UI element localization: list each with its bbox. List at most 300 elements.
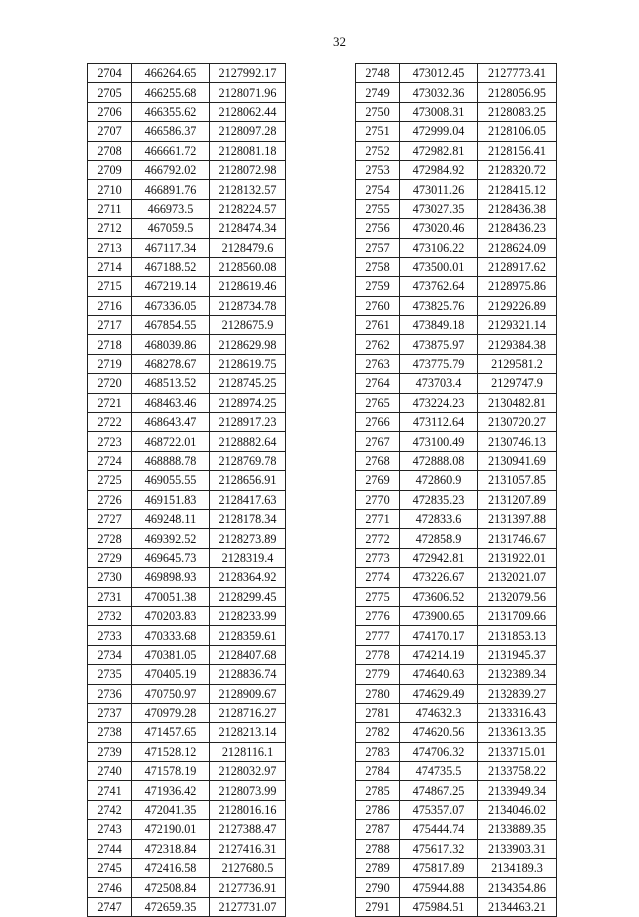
- x-coordinate-cell: 473020.46: [400, 219, 478, 238]
- x-coordinate-cell: 466586.37: [132, 122, 210, 141]
- x-coordinate-cell: 472858.9: [400, 529, 478, 548]
- point-id-cell: 2769: [356, 471, 400, 490]
- point-id-cell: 2764: [356, 374, 400, 393]
- point-id-cell: 2713: [88, 238, 132, 257]
- table-row: [356, 64, 557, 83]
- y-coordinate-cell: 2131057.85: [478, 471, 557, 490]
- point-id-cell: 2718: [88, 335, 132, 354]
- point-id-cell: 2759: [356, 277, 400, 296]
- table-row: [88, 781, 286, 800]
- table-row: [356, 374, 557, 393]
- y-coordinate-cell: 2131922.01: [478, 548, 557, 567]
- y-coordinate-cell: 2128619.46: [210, 277, 286, 296]
- y-coordinate-cell: 2128675.9: [210, 316, 286, 335]
- point-id-cell: 2708: [88, 141, 132, 160]
- x-coordinate-cell: 468722.01: [132, 432, 210, 451]
- point-id-cell: 2704: [88, 64, 132, 83]
- table-row: [88, 413, 286, 432]
- point-id-cell: 2712: [88, 219, 132, 238]
- x-coordinate-cell: 474735.5: [400, 762, 478, 781]
- table-row: [88, 723, 286, 742]
- table-row: [88, 180, 286, 199]
- point-id-cell: 2770: [356, 490, 400, 509]
- y-coordinate-cell: 2133889.35: [478, 820, 557, 839]
- y-coordinate-cell: 2133949.34: [478, 781, 557, 800]
- table-row: [88, 432, 286, 451]
- table-row: [88, 160, 286, 179]
- y-coordinate-cell: 2128224.57: [210, 199, 286, 218]
- point-id-cell: 2784: [356, 762, 400, 781]
- x-coordinate-cell: 470051.38: [132, 587, 210, 606]
- y-coordinate-cell: 2128081.18: [210, 141, 286, 160]
- table-row: [88, 354, 286, 373]
- x-coordinate-cell: 469645.73: [132, 548, 210, 567]
- point-id-cell: 2755: [356, 199, 400, 218]
- table-row: [88, 471, 286, 490]
- table-row: [88, 509, 286, 528]
- table-row: [356, 296, 557, 315]
- point-id-cell: 2791: [356, 897, 400, 916]
- x-coordinate-cell: 470405.19: [132, 665, 210, 684]
- table-row: [88, 141, 286, 160]
- x-coordinate-cell: 471528.12: [132, 742, 210, 761]
- point-id-cell: 2722: [88, 413, 132, 432]
- table-row: [356, 451, 557, 470]
- point-id-cell: 2762: [356, 335, 400, 354]
- point-id-cell: 2736: [88, 684, 132, 703]
- y-coordinate-cell: 2128436.23: [478, 219, 557, 238]
- x-coordinate-cell: 472659.35: [132, 897, 210, 916]
- y-coordinate-cell: 2128479.6: [210, 238, 286, 257]
- point-id-cell: 2758: [356, 257, 400, 276]
- point-id-cell: 2733: [88, 626, 132, 645]
- x-coordinate-cell: 474629.49: [400, 684, 478, 703]
- y-coordinate-cell: 2129384.38: [478, 335, 557, 354]
- x-coordinate-cell: 473008.31: [400, 102, 478, 121]
- table-row: [88, 606, 286, 625]
- table-row: [356, 781, 557, 800]
- y-coordinate-cell: 2133715.01: [478, 742, 557, 761]
- point-id-cell: 2726: [88, 490, 132, 509]
- x-coordinate-cell: 468039.86: [132, 335, 210, 354]
- point-id-cell: 2757: [356, 238, 400, 257]
- table-row: [356, 141, 557, 160]
- y-coordinate-cell: 2128213.14: [210, 723, 286, 742]
- table-row: [356, 180, 557, 199]
- y-coordinate-cell: 2128415.12: [478, 180, 557, 199]
- x-coordinate-cell: 466355.62: [132, 102, 210, 121]
- y-coordinate-cell: 2128474.34: [210, 219, 286, 238]
- table-row: [88, 587, 286, 606]
- x-coordinate-cell: 472984.92: [400, 160, 478, 179]
- point-id-cell: 2746: [88, 878, 132, 897]
- y-coordinate-cell: 2128974.25: [210, 393, 286, 412]
- x-coordinate-cell: 473500.01: [400, 257, 478, 276]
- table-row: [356, 645, 557, 664]
- point-id-cell: 2776: [356, 606, 400, 625]
- table-row: [356, 703, 557, 722]
- table-row: [356, 762, 557, 781]
- x-coordinate-cell: 475817.89: [400, 859, 478, 878]
- y-coordinate-cell: 2128629.98: [210, 335, 286, 354]
- table-row: [356, 529, 557, 548]
- table-row: [88, 296, 286, 315]
- y-coordinate-cell: 2128407.68: [210, 645, 286, 664]
- y-coordinate-cell: 2130941.69: [478, 451, 557, 470]
- y-coordinate-cell: 2128062.44: [210, 102, 286, 121]
- y-coordinate-cell: 2128072.98: [210, 160, 286, 179]
- point-id-cell: 2744: [88, 839, 132, 858]
- point-id-cell: 2782: [356, 723, 400, 742]
- y-coordinate-cell: 2128032.97: [210, 762, 286, 781]
- y-coordinate-cell: 2131746.67: [478, 529, 557, 548]
- x-coordinate-cell: 469392.52: [132, 529, 210, 548]
- table-row: [88, 548, 286, 567]
- table-row: [356, 723, 557, 742]
- x-coordinate-cell: 473011.26: [400, 180, 478, 199]
- table-row: [356, 897, 557, 916]
- point-id-cell: 2727: [88, 509, 132, 528]
- page-number: 32: [333, 34, 346, 49]
- table-row: [356, 684, 557, 703]
- y-coordinate-cell: 2127731.07: [210, 897, 286, 916]
- point-id-cell: 2790: [356, 878, 400, 897]
- table-row: [356, 587, 557, 606]
- x-coordinate-cell: 473825.76: [400, 296, 478, 315]
- table-row: [88, 257, 286, 276]
- point-id-cell: 2739: [88, 742, 132, 761]
- y-coordinate-cell: 2133758.22: [478, 762, 557, 781]
- x-coordinate-cell: 474867.25: [400, 781, 478, 800]
- point-id-cell: 2777: [356, 626, 400, 645]
- table-row: [88, 316, 286, 335]
- y-coordinate-cell: 2128364.92: [210, 568, 286, 587]
- x-coordinate-cell: 470979.28: [132, 703, 210, 722]
- y-coordinate-cell: 2127773.41: [478, 64, 557, 83]
- y-coordinate-cell: 2130720.27: [478, 413, 557, 432]
- y-coordinate-cell: 2134463.21: [478, 897, 557, 916]
- y-coordinate-cell: 2128083.25: [478, 102, 557, 121]
- x-coordinate-cell: 471578.19: [132, 762, 210, 781]
- x-coordinate-cell: 473226.67: [400, 568, 478, 587]
- table-row: [88, 490, 286, 509]
- table-row: [356, 432, 557, 451]
- point-id-cell: 2778: [356, 645, 400, 664]
- x-coordinate-cell: 466973.5: [132, 199, 210, 218]
- y-coordinate-cell: 2128097.28: [210, 122, 286, 141]
- y-coordinate-cell: 2128132.57: [210, 180, 286, 199]
- y-coordinate-cell: 2128734.78: [210, 296, 286, 315]
- table-row: [88, 83, 286, 102]
- y-coordinate-cell: 2128178.34: [210, 509, 286, 528]
- table-row: [88, 199, 286, 218]
- table-row: [356, 335, 557, 354]
- table-row: [88, 393, 286, 412]
- table-row: [356, 859, 557, 878]
- point-id-cell: 2709: [88, 160, 132, 179]
- table-row: [356, 665, 557, 684]
- x-coordinate-cell: 472999.04: [400, 122, 478, 141]
- table-row: [356, 219, 557, 238]
- table-row: [356, 277, 557, 296]
- x-coordinate-cell: 468463.46: [132, 393, 210, 412]
- y-coordinate-cell: 2128071.96: [210, 83, 286, 102]
- point-id-cell: 2771: [356, 509, 400, 528]
- point-id-cell: 2747: [88, 897, 132, 916]
- x-coordinate-cell: 475357.07: [400, 800, 478, 819]
- table-row: [88, 839, 286, 858]
- table-row: [356, 626, 557, 645]
- x-coordinate-cell: 473762.64: [400, 277, 478, 296]
- table-row: [88, 762, 286, 781]
- y-coordinate-cell: 2132021.07: [478, 568, 557, 587]
- table-row: [88, 820, 286, 839]
- y-coordinate-cell: 2127416.31: [210, 839, 286, 858]
- y-coordinate-cell: 2128116.1: [210, 742, 286, 761]
- point-id-cell: 2714: [88, 257, 132, 276]
- y-coordinate-cell: 2128319.4: [210, 548, 286, 567]
- table-row: [356, 257, 557, 276]
- x-coordinate-cell: 472888.08: [400, 451, 478, 470]
- point-id-cell: 2707: [88, 122, 132, 141]
- x-coordinate-cell: 474706.32: [400, 742, 478, 761]
- table-row: [356, 471, 557, 490]
- x-coordinate-cell: 475444.74: [400, 820, 478, 839]
- y-coordinate-cell: 2127992.17: [210, 64, 286, 83]
- point-id-cell: 2756: [356, 219, 400, 238]
- table-row: [88, 703, 286, 722]
- x-coordinate-cell: 475617.32: [400, 839, 478, 858]
- x-coordinate-cell: 472190.01: [132, 820, 210, 839]
- y-coordinate-cell: 2134189.3: [478, 859, 557, 878]
- x-coordinate-cell: 467117.34: [132, 238, 210, 257]
- y-coordinate-cell: 2131397.88: [478, 509, 557, 528]
- point-id-cell: 2732: [88, 606, 132, 625]
- x-coordinate-cell: 472942.81: [400, 548, 478, 567]
- coordinates-table-body: [356, 64, 557, 917]
- table-row: [88, 64, 286, 83]
- y-coordinate-cell: 2133613.35: [478, 723, 557, 742]
- y-coordinate-cell: 2132079.56: [478, 587, 557, 606]
- x-coordinate-cell: 473106.22: [400, 238, 478, 257]
- table-row: [88, 335, 286, 354]
- point-id-cell: 2788: [356, 839, 400, 858]
- point-id-cell: 2740: [88, 762, 132, 781]
- x-coordinate-cell: 473012.45: [400, 64, 478, 83]
- y-coordinate-cell: 2128619.75: [210, 354, 286, 373]
- x-coordinate-cell: 470333.68: [132, 626, 210, 645]
- point-id-cell: 2723: [88, 432, 132, 451]
- table-row: [356, 878, 557, 897]
- y-coordinate-cell: 2128917.23: [210, 413, 286, 432]
- y-coordinate-cell: 2128560.08: [210, 257, 286, 276]
- table-row: [88, 800, 286, 819]
- x-coordinate-cell: 469898.93: [132, 568, 210, 587]
- point-id-cell: 2753: [356, 160, 400, 179]
- point-id-cell: 2785: [356, 781, 400, 800]
- x-coordinate-cell: 467854.55: [132, 316, 210, 335]
- y-coordinate-cell: 2128417.63: [210, 490, 286, 509]
- table-row: [88, 219, 286, 238]
- point-id-cell: 2783: [356, 742, 400, 761]
- x-coordinate-cell: 473849.18: [400, 316, 478, 335]
- y-coordinate-cell: 2131945.37: [478, 645, 557, 664]
- x-coordinate-cell: 475984.51: [400, 897, 478, 916]
- y-coordinate-cell: 2128273.89: [210, 529, 286, 548]
- y-coordinate-cell: 2128624.09: [478, 238, 557, 257]
- x-coordinate-cell: 471457.65: [132, 723, 210, 742]
- table-row: [88, 665, 286, 684]
- y-coordinate-cell: 2134046.02: [478, 800, 557, 819]
- x-coordinate-cell: 473900.65: [400, 606, 478, 625]
- table-row: [356, 354, 557, 373]
- x-coordinate-cell: 474640.63: [400, 665, 478, 684]
- table-row: [88, 742, 286, 761]
- coordinates-table-right: [355, 63, 557, 917]
- table-row: [356, 742, 557, 761]
- table-row: [356, 160, 557, 179]
- x-coordinate-cell: 468513.52: [132, 374, 210, 393]
- point-id-cell: 2749: [356, 83, 400, 102]
- point-id-cell: 2705: [88, 83, 132, 102]
- table-row: [356, 238, 557, 257]
- point-id-cell: 2789: [356, 859, 400, 878]
- point-id-cell: 2710: [88, 180, 132, 199]
- y-coordinate-cell: 2128436.38: [478, 199, 557, 218]
- point-id-cell: 2743: [88, 820, 132, 839]
- point-id-cell: 2706: [88, 102, 132, 121]
- y-coordinate-cell: 2128716.27: [210, 703, 286, 722]
- table-row: [88, 897, 286, 916]
- table-row: [356, 548, 557, 567]
- table-row: [88, 878, 286, 897]
- point-id-cell: 2725: [88, 471, 132, 490]
- point-id-cell: 2735: [88, 665, 132, 684]
- point-id-cell: 2720: [88, 374, 132, 393]
- x-coordinate-cell: 474620.56: [400, 723, 478, 742]
- table-row: [356, 606, 557, 625]
- point-id-cell: 2742: [88, 800, 132, 819]
- point-id-cell: 2780: [356, 684, 400, 703]
- y-coordinate-cell: 2128156.41: [478, 141, 557, 160]
- point-id-cell: 2754: [356, 180, 400, 199]
- x-coordinate-cell: 473703.4: [400, 374, 478, 393]
- x-coordinate-cell: 472982.81: [400, 141, 478, 160]
- point-id-cell: 2734: [88, 645, 132, 664]
- table-row: [356, 490, 557, 509]
- x-coordinate-cell: 473875.97: [400, 335, 478, 354]
- y-coordinate-cell: 2127736.91: [210, 878, 286, 897]
- table-row: [356, 393, 557, 412]
- x-coordinate-cell: 468278.67: [132, 354, 210, 373]
- point-id-cell: 2741: [88, 781, 132, 800]
- y-coordinate-cell: 2130746.13: [478, 432, 557, 451]
- x-coordinate-cell: 473032.36: [400, 83, 478, 102]
- y-coordinate-cell: 2128882.64: [210, 432, 286, 451]
- y-coordinate-cell: 2131207.89: [478, 490, 557, 509]
- point-id-cell: 2721: [88, 393, 132, 412]
- point-id-cell: 2779: [356, 665, 400, 684]
- x-coordinate-cell: 474214.19: [400, 645, 478, 664]
- x-coordinate-cell: 472041.35: [132, 800, 210, 819]
- x-coordinate-cell: 472318.84: [132, 839, 210, 858]
- x-coordinate-cell: 473027.35: [400, 199, 478, 218]
- x-coordinate-cell: 473100.49: [400, 432, 478, 451]
- table-row: [356, 509, 557, 528]
- point-id-cell: 2748: [356, 64, 400, 83]
- y-coordinate-cell: 2129321.14: [478, 316, 557, 335]
- point-id-cell: 2730: [88, 568, 132, 587]
- point-id-cell: 2761: [356, 316, 400, 335]
- x-coordinate-cell: 467336.05: [132, 296, 210, 315]
- y-coordinate-cell: 2128836.74: [210, 665, 286, 684]
- x-coordinate-cell: 466792.02: [132, 160, 210, 179]
- x-coordinate-cell: 470203.83: [132, 606, 210, 625]
- y-coordinate-cell: 2130482.81: [478, 393, 557, 412]
- table-row: [356, 413, 557, 432]
- point-id-cell: 2766: [356, 413, 400, 432]
- x-coordinate-cell: 470381.05: [132, 645, 210, 664]
- x-coordinate-cell: 473775.79: [400, 354, 478, 373]
- point-id-cell: 2775: [356, 587, 400, 606]
- point-id-cell: 2773: [356, 548, 400, 567]
- x-coordinate-cell: 473606.52: [400, 587, 478, 606]
- x-coordinate-cell: 472835.23: [400, 490, 478, 509]
- table-row: [356, 820, 557, 839]
- point-id-cell: 2774: [356, 568, 400, 587]
- x-coordinate-cell: 469151.83: [132, 490, 210, 509]
- table-row: [88, 122, 286, 141]
- x-coordinate-cell: 471936.42: [132, 781, 210, 800]
- point-id-cell: 2715: [88, 277, 132, 296]
- table-row: [88, 374, 286, 393]
- x-coordinate-cell: 472416.58: [132, 859, 210, 878]
- table-row: [356, 568, 557, 587]
- y-coordinate-cell: 2129226.89: [478, 296, 557, 315]
- point-id-cell: 2717: [88, 316, 132, 335]
- point-id-cell: 2781: [356, 703, 400, 722]
- y-coordinate-cell: 2128233.99: [210, 606, 286, 625]
- point-id-cell: 2724: [88, 451, 132, 470]
- table-row: [356, 839, 557, 858]
- point-id-cell: 2716: [88, 296, 132, 315]
- table-row: [88, 684, 286, 703]
- point-id-cell: 2768: [356, 451, 400, 470]
- coordinates-table-body: [88, 64, 286, 917]
- point-id-cell: 2760: [356, 296, 400, 315]
- table-row: [88, 529, 286, 548]
- y-coordinate-cell: 2129581.2: [478, 354, 557, 373]
- x-coordinate-cell: 472833.6: [400, 509, 478, 528]
- x-coordinate-cell: 474170.17: [400, 626, 478, 645]
- y-coordinate-cell: 2127680.5: [210, 859, 286, 878]
- x-coordinate-cell: 466661.72: [132, 141, 210, 160]
- x-coordinate-cell: 469055.55: [132, 471, 210, 490]
- y-coordinate-cell: 2133903.31: [478, 839, 557, 858]
- point-id-cell: 2752: [356, 141, 400, 160]
- y-coordinate-cell: 2128056.95: [478, 83, 557, 102]
- x-coordinate-cell: 472860.9: [400, 471, 478, 490]
- x-coordinate-cell: 467188.52: [132, 257, 210, 276]
- coordinates-table-left: [87, 63, 286, 917]
- point-id-cell: 2786: [356, 800, 400, 819]
- table-row: [356, 316, 557, 335]
- table-row: [356, 122, 557, 141]
- table-row: [88, 626, 286, 645]
- table-row: [356, 102, 557, 121]
- x-coordinate-cell: 474632.3: [400, 703, 478, 722]
- table-row: [88, 645, 286, 664]
